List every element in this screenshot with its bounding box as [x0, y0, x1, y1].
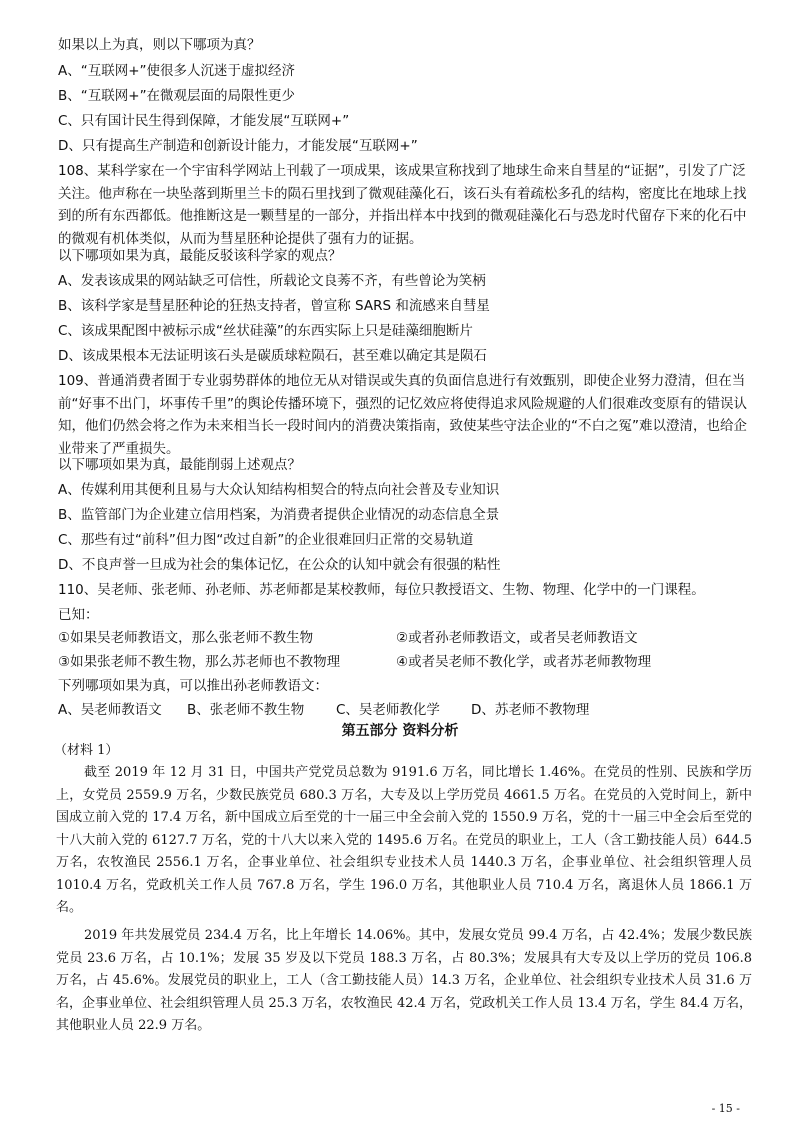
q107-option-c: C、只有国计民生得到保障，才能发展“互联网+”	[58, 113, 350, 129]
q110-condition-1: ①如果吴老师教语文，那么张老师不教生物	[58, 630, 314, 646]
q109-text: 109、普通消费者囿于专业弱势群体的地位无从对错误或失真的负面信息进行有效甄别，即使企业努力澄清，但在当前“好事不出门，坏事传千里”的舆论传播环境下，强烈的记忆效应将使得追求风险规避的人们很难改变原有的错误认知，他们仍然会将之作为未来相当长一段时间内的消费决策指南，致使某些守法企业的“不白之冤”难以澄清，也给企业带来了严重损失。	[58, 373, 747, 457]
q110-option-b: B、张老师不教生物	[187, 702, 305, 718]
q107-option-d: D、只有提高生产制造和创新设计能力，才能发展“互联网+”	[58, 138, 418, 154]
q108-option-d: D、该成果根本无法证明该石头是碳质球粒陨石，甚至难以确定其是陨石	[58, 348, 487, 364]
q109-option-b: B、监管部门为企业建立信用档案，为消费者提供企业情况的动态信息全景	[58, 507, 500, 523]
q108-option-a: A、发表该成果的网站缺乏可信性，所载论文良莠不齐，有些曾论为笑柄	[58, 273, 486, 289]
material-paragraph-1: 截至 2019 年 12 月 31 日，中国共产党党员总数为 9191.6 万名，同比增长 1.46%。在党员的性别、民族和学历上，女党员 2559.9 万名，少数民族党员 680.3 万名，大专及以上学历党员 4661.5 万名。在党员的入党时间上，新中国成立前入党的 17.4 万名，新中国成立后至党的十一届三中全会前入党的 1550.9 万名，党的十一届三中全会后至党的十八大前入党的 6127.7 万名，党的十八大以来入党的 1495.6 万名。在党员的职业上，工人（含工勤技能人员）644.5 万名，农牧渔民 2556.1 万名，企事业单位、社会组织专业技术人员 1440.3 万名，企事业单位、社会组织管理人员 1010.4 万名，党政机关工作人员 767.8 万名，学生 196.0 万名，其他职业人员 710.4 万名，离退休人员 1866.1 万名。	[56, 765, 752, 915]
page-number: - 15 -	[711, 1102, 740, 1115]
q110-option-c: C、吴老师教化学	[336, 702, 440, 718]
q110-condition-4: ④或者吴老师不教化学，或者苏老师教物理	[396, 654, 652, 670]
q109-stem: 以下哪项如果为真，最能削弱上述观点？	[58, 457, 301, 473]
section-title: 第五部分 资料分析	[341, 723, 459, 739]
q110-stem: 下列哪项如果为真，可以推出孙老师教语文：	[58, 678, 328, 694]
q110-known: 已知：	[58, 607, 99, 623]
q107-stem: 如果以上为真，则以下哪项为真？	[58, 37, 261, 53]
q109-option-a: A、传媒利用其便利且易与大众认知结构相契合的特点向社会普及专业知识	[58, 482, 500, 498]
q107-option-b: B、“互联网+”在微观层面的局限性更少	[58, 88, 296, 104]
q108-stem: 以下哪项如果为真，最能反驳该科学家的观点？	[58, 248, 342, 264]
q109-option-d: D、不良声誉一旦成为社会的集体记忆，在公众的认知中就会有很强的粘性	[58, 557, 501, 573]
q108-text: 108、某科学家在一个宇宙科学网站上刊载了一项成果，该成果宣称找到了地球生命来自彗星的“证据”，引发了广泛关注。他声称在一块坠落到斯里兰卡的陨石里找到了微观硅藻化石，该石头有着疏松多孔的结构，密度比在地球上找到的所有东西都低。他推断这是一颗彗星的一部分，并指出样本中找到的微观硅藻化石与恐龙时代留存下来的化石中的微观有机体类似，从而为彗星胚种论提供了强有力的证据。	[58, 163, 747, 247]
q110-condition-2: ②或者孙老师教语文，或者吴老师教语文	[396, 630, 638, 646]
material-paragraph-2: 2019 年共发展党员 234.4 万名，比上年增长 14.06%。其中，发展女党员 99.4 万名，占 42.4%；发展少数民族党员 23.6 万名，占 10.1%；发展 35 岁及以下党员 188.3 万名，占 80.3%；发展具有大专及以上学历的党员 106.8 万名，占 45.6%。发展党员的职业上，工人（含工勤技能人员）14.3 万名，企业单位、社会组织专业技术人员 31.6 万名，企事业单位、社会组织管理人员 25.3 万名，农牧渔民 42.4 万名，党政机关工作人员 13.4 万名，学生 84.4 万名，其他职业人员 22.9 万名。	[56, 928, 752, 1033]
q110-option-d: D、苏老师不教物理	[471, 702, 590, 718]
q109-option-c: C、那些有过“前科”但力图“改过自新”的企业很难回归正常的交易轨道	[58, 532, 474, 548]
q110-condition-3: ③如果张老师不教生物，那么苏老师也不教物理	[58, 654, 341, 670]
material-label: （材料 1）	[54, 743, 119, 758]
q110-text: 110、吴老师、张老师、孙老师、苏老师都是某校教师，每位只教授语文、生物、物理、化学中的一门课程。	[58, 582, 705, 598]
q110-option-a: A、吴老师教语文	[58, 702, 162, 718]
q108-option-c: C、该成果配图中被标示成“丝状硅藻”的东西实际上只是硅藻细胞断片	[58, 323, 473, 339]
q108-option-b: B、该科学家是彗星胚种论的狂热支持者，曾宣称 SARS 和流感来自彗星	[58, 298, 490, 314]
q107-option-a: A、“互联网+”使很多人沉迷于虚拟经济	[58, 63, 296, 79]
